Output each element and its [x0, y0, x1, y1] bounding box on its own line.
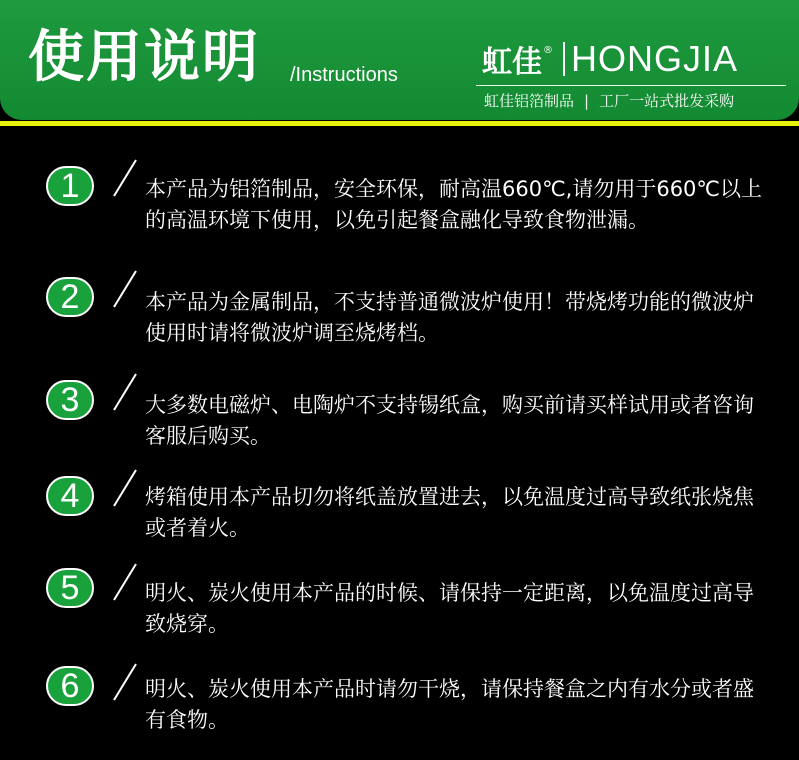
- tagline-left: 虹佳铝箔制品: [484, 92, 575, 110]
- header-banner: [0, 0, 799, 120]
- yellow-divider: [0, 121, 799, 126]
- brand-underline: [476, 85, 786, 86]
- tagline: [484, 90, 734, 111]
- tagline-right: 工厂一站式批发采购: [599, 92, 735, 110]
- instruction-text: 本产品为铝箔制品，安全环保，耐高温660℃,请勿用于660℃以上的高温环境下使用，以免引起餐盒融化导致食物泄漏。: [145, 177, 763, 232]
- brand-logo: [482, 38, 738, 80]
- page-title: 使用说明: [28, 25, 260, 90]
- brand-divider: [563, 42, 565, 76]
- instruction-text: 明火、炭火使用本产品的时候、请保持一定距离，以免温度过高导致烧穿。: [145, 581, 754, 636]
- slash-icon: [110, 372, 140, 412]
- number-badge: 6: [46, 666, 94, 706]
- slash-icon: [110, 269, 140, 309]
- registered-mark: ®: [543, 44, 553, 56]
- number-badge: 2: [46, 277, 94, 317]
- tagline-separator: |: [584, 91, 590, 110]
- number-badge: 1: [46, 166, 94, 206]
- number-badge: 5: [46, 568, 94, 608]
- instruction-text: 烤箱使用本产品切勿将纸盖放置进去，以免温度过高导致纸张烧焦或者着火。: [145, 485, 754, 540]
- slash-icon: [110, 468, 140, 508]
- instruction-text: 明火、炭火使用本产品时请勿干烧，请保持餐盒之内有水分或者盛有食物。: [145, 677, 754, 732]
- instruction-text: 本产品为金属制品，不支持普通微波炉使用！带烧烤功能的微波炉使用时请将微波炉调至烧烤档。: [145, 290, 754, 345]
- slash-icon: [110, 662, 140, 702]
- slash-icon: [110, 562, 140, 602]
- instruction-text: 大多数电磁炉、电陶炉不支持锡纸盒，购买前请买样试用或者咨询客服后购买。: [145, 393, 754, 448]
- brand-name-cn: 虹佳: [482, 45, 542, 80]
- brand-name-en: HONGJIA: [571, 38, 739, 79]
- page-title-english: /Instructions: [290, 64, 398, 86]
- number-badge: 3: [46, 380, 94, 420]
- slash-icon: [110, 158, 140, 198]
- number-badge: 4: [46, 476, 94, 516]
